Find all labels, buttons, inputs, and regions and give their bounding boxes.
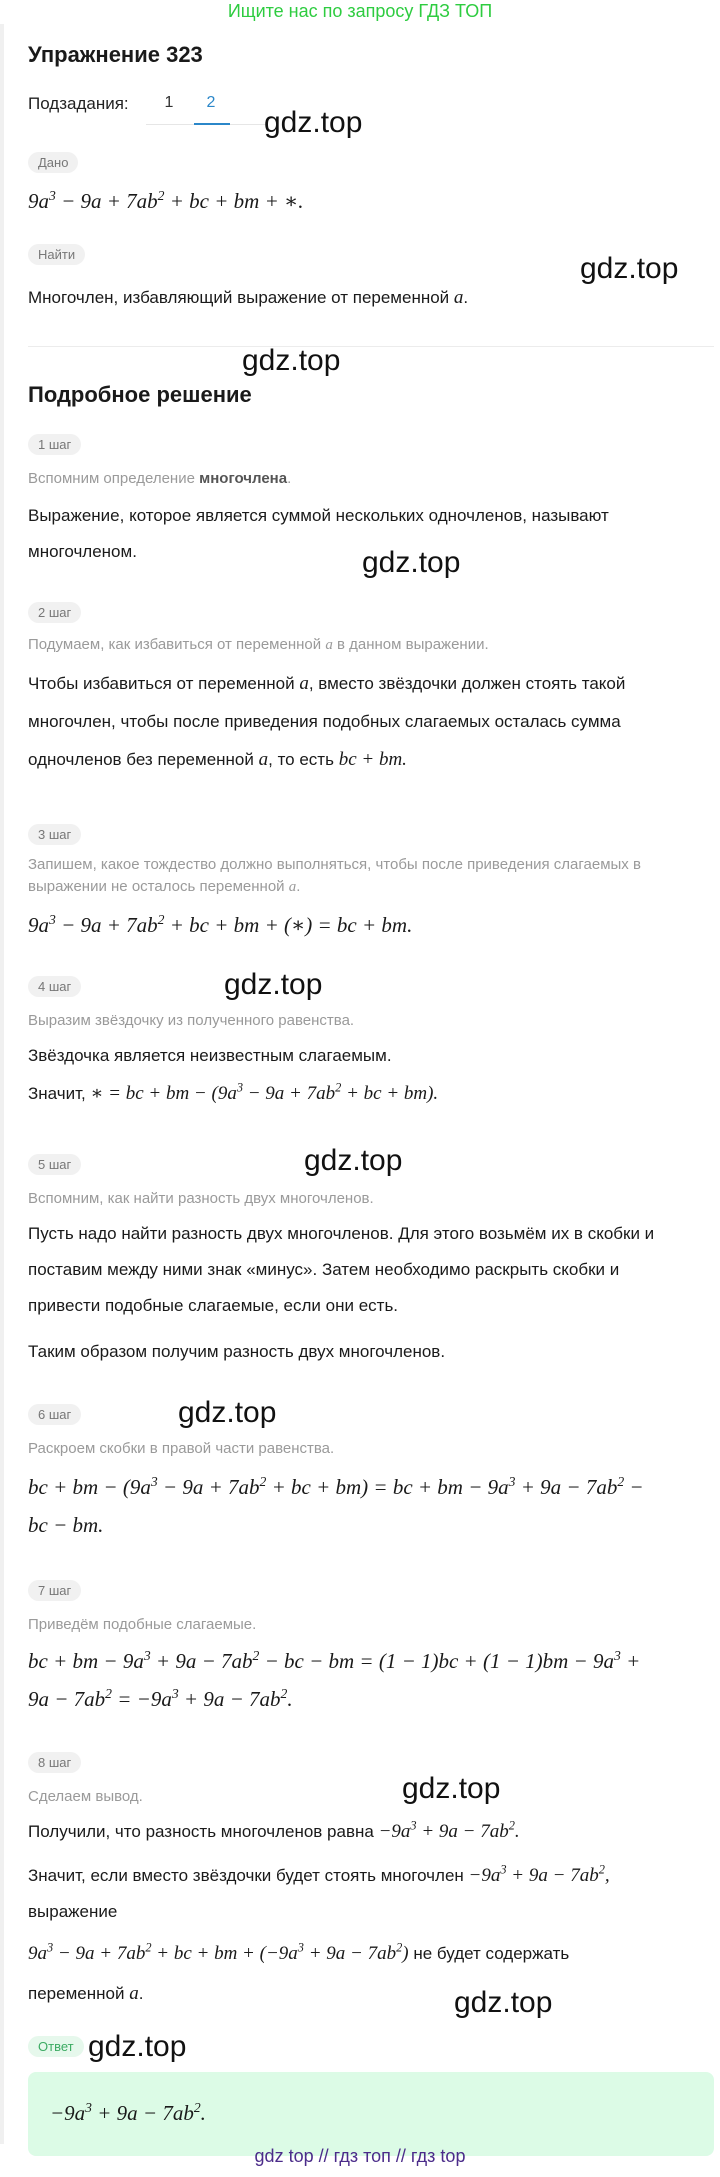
step-tag: 3 шаг xyxy=(28,824,81,845)
step-text xyxy=(28,1936,569,1972)
find-var: a xyxy=(453,287,464,308)
left-border xyxy=(0,24,4,2144)
text-formula: ∗ = bc + bm − ($9a^3 - 9a + 7ab^2$ + bc + bm). xyxy=(90,1080,439,1104)
watermark: gdz.top xyxy=(224,968,323,1001)
text-var: a xyxy=(129,1983,139,2004)
step-hint xyxy=(28,468,291,490)
find-text-main: Многочлен, избавляющий выражение от переменной xyxy=(28,288,450,307)
step-text: Таким образом получим разность двух многочленов. xyxy=(28,1342,446,1361)
text-var: a xyxy=(299,673,309,694)
step-text xyxy=(28,1076,438,1112)
step-formula: $9a^3 - 9a + 7ab^2$ + bc + bm + (∗) = bc + bm. xyxy=(28,912,413,937)
step-text: Звёздочка является неизвестным слагаемым. xyxy=(28,1046,392,1065)
step-text xyxy=(28,742,407,778)
text-part: , то есть xyxy=(268,750,334,769)
hint-text: выражении не осталось переменной xyxy=(28,878,285,895)
hint-var: a xyxy=(288,879,297,895)
top-banner[interactable]: Ищите нас по запросу ГДЗ ТОП xyxy=(227,1,493,21)
step-text xyxy=(28,1814,520,1850)
step-text: Пусть надо найти разность двух многочленов. Для этого возьмём их в скобки и xyxy=(28,1224,655,1243)
watermark: gdz.top xyxy=(242,344,341,377)
step-text xyxy=(28,1976,143,2012)
tab-subtask-1[interactable]: 1 xyxy=(164,94,174,111)
active-tab-underline xyxy=(194,123,230,125)
watermark: gdz.top xyxy=(402,1772,501,1805)
divider xyxy=(28,346,714,347)
text-part: Чтобы избавиться от переменной xyxy=(28,674,295,693)
footer-links[interactable]: gdz top // гдз топ // гдз top xyxy=(254,2146,466,2166)
hint-var: a xyxy=(325,637,333,653)
text-part: , вместо звёздочки должен стоять такой xyxy=(308,674,626,693)
step-tag: 4 шаг xyxy=(28,976,81,997)
step-text xyxy=(28,1858,610,1894)
given-formula: $9a^3 - 9a + 7ab^2$ + bc + bm + ∗. xyxy=(28,188,304,213)
text-formula: $-9a^3 + 9a - 7ab^2$, xyxy=(468,1862,610,1886)
text-formula: $9a^3 - 9a + 7ab^2$ + bc + bm + $(-9a^3 + 9a - 7ab^2)$ xyxy=(28,1940,409,1964)
step-hint xyxy=(28,634,489,656)
answer-tag: Ответ xyxy=(28,2036,84,2057)
text-part: Значит, xyxy=(28,1084,86,1103)
step-text: многочленом. xyxy=(28,542,137,561)
text-part: переменной xyxy=(28,1984,125,2003)
find-end: . xyxy=(463,288,469,307)
text-part: не будет содержать xyxy=(413,1944,570,1963)
step-tag: 5 шаг xyxy=(28,1154,81,1175)
watermark: gdz.top xyxy=(264,106,363,139)
step-text: Выражение, которое является суммой нескольких одночленов, называют xyxy=(28,506,609,525)
step-tag: 1 шаг xyxy=(28,434,81,455)
step-formula: bc + bm − $9a^3 + 9a - 7ab^2$ − bc − bm = $(1 - 1)bc + (1 - 1)bm - 9a^3$ + xyxy=(28,1648,641,1673)
text-part: Значит, если вместо звёздочки будет стоять многочлен xyxy=(28,1866,464,1885)
step-text: привести подобные слагаемые, если они есть. xyxy=(28,1296,399,1315)
watermark: gdz.top xyxy=(454,1986,553,2019)
step-formula: $9a - 7ab^2 = -9a^3 + 9a - 7ab^2$. xyxy=(28,1686,293,1711)
given-tag: Дано xyxy=(28,152,78,173)
find-tag: Найти xyxy=(28,244,85,265)
step-text: многочлен, чтобы после приведения подобных слагаемых осталась сумма xyxy=(28,712,621,731)
step-tag: 7 шаг xyxy=(28,1580,81,1601)
text-var: a xyxy=(258,749,269,770)
text-formula: bc + bm. xyxy=(338,749,407,770)
step-hint: Запишем, какое тождество должно выполняться, чтобы после приведения слагаемых в xyxy=(28,856,641,873)
hint-term: многочлена xyxy=(199,470,288,487)
watermark: gdz.top xyxy=(304,1144,403,1177)
exercise-title: Упражнение 323 xyxy=(28,42,203,67)
find-text xyxy=(28,280,468,316)
step-tag: 8 шаг xyxy=(28,1752,81,1773)
watermark: gdz.top xyxy=(580,252,679,285)
hint-text: Подумаем, как избавиться от переменной xyxy=(28,636,322,653)
step-hint xyxy=(28,876,300,898)
watermark: gdz.top xyxy=(362,546,461,579)
step-hint: Выразим звёздочку из полученного равенства. xyxy=(28,1012,355,1029)
step-tag: 6 шаг xyxy=(28,1404,81,1425)
step-formula: bc − bm. xyxy=(28,1513,104,1537)
step-text xyxy=(28,666,625,702)
subtasks-label: Подзадания: xyxy=(28,94,129,113)
watermark: gdz.top xyxy=(178,1396,277,1429)
step-formula: bc + bm − ($9a^3 - 9a + 7ab^2$ + bc + bm) = bc + bm − $9a^3 + 9a - 7ab^2$ − xyxy=(28,1474,644,1499)
step-hint: Раскроем скобки в правой части равенства. xyxy=(28,1440,335,1457)
step-hint: Сделаем вывод. xyxy=(28,1788,143,1805)
step-tag: 2 шаг xyxy=(28,602,81,623)
hint-end: . xyxy=(287,470,292,487)
step-hint: Приведём подобные слагаемые. xyxy=(28,1616,257,1633)
step-text: поставим между ними знак «минус». Затем необходимо раскрыть скобки и xyxy=(28,1260,620,1279)
hint-end: . xyxy=(296,878,301,895)
step-hint: Вспомним, как найти разность двух многочленов. xyxy=(28,1190,374,1207)
answer-formula: $-9a^3 + 9a - 7ab^2$. xyxy=(50,2100,206,2125)
exercise-card xyxy=(6,24,718,2144)
tab-subtask-2[interactable]: 2 xyxy=(206,94,216,111)
watermark: gdz.top xyxy=(88,2030,187,2063)
text-part: . xyxy=(138,1984,144,2003)
solution-title: Подробное решение xyxy=(28,382,252,407)
text-formula: $-9a^3 + 9a - 7ab^2$. xyxy=(378,1818,520,1842)
text-part: Получили, что разность многочленов равна xyxy=(28,1822,374,1841)
hint-text-end: в данном выражении. xyxy=(336,636,489,653)
hint-text: Вспомним определение xyxy=(28,470,195,487)
step-text: выражение xyxy=(28,1902,118,1921)
text-part: одночленов без переменной xyxy=(28,750,254,769)
